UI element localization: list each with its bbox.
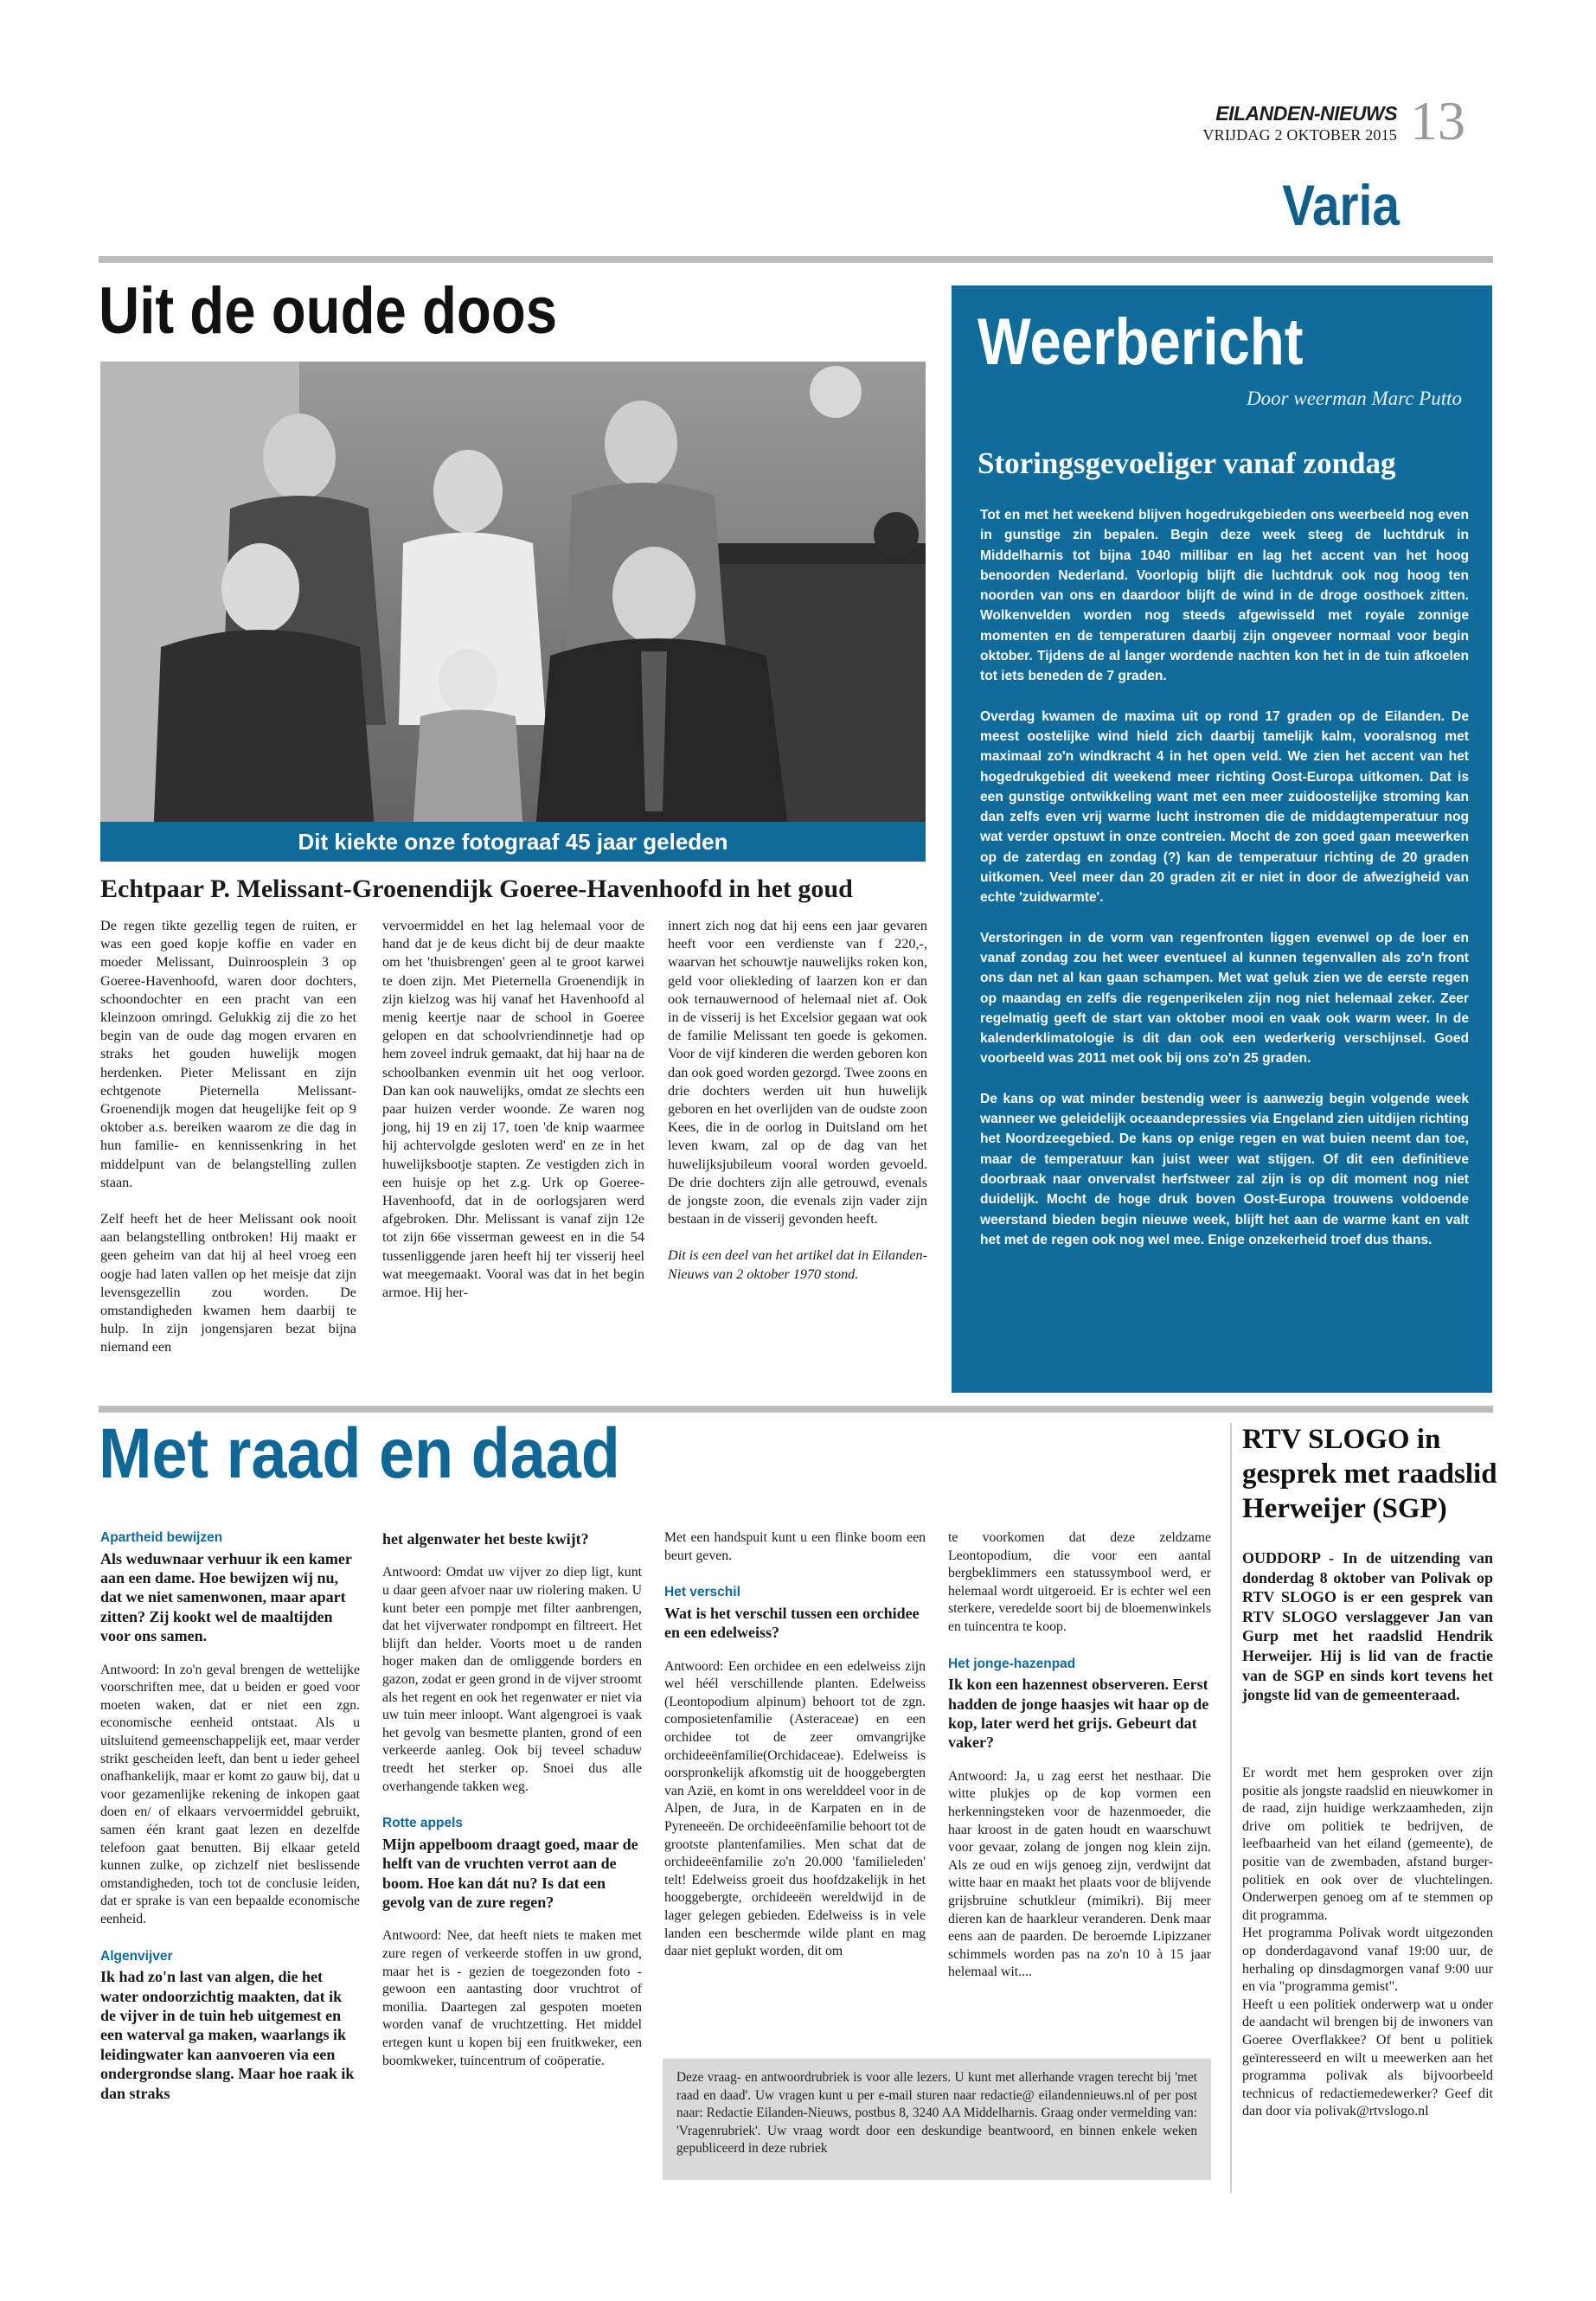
article-headline: Echtpaar P. Melissant-Groenendijk Goeree-Havenhoofd in het goud [100, 875, 853, 903]
article-column-3 [668, 917, 927, 1284]
article-paragraph: De regen tikte gezellig tegen de ruiten, er was een goed kopje koffie en vader en moeder Melissant, Duinroosplein 3 op Goeree-Havenhoofd, waren door dochters, schoondochter en een pracht van een kleinzoon omringd. Gelukkig zij die zo het begin van de oude dag mogen ervaren en straks het gouden huwelijk mogen herdenken. Pieter Melissant en zijn echtgenote Pieternella Melissant-Groenendijk mogen dat heugelijke feit op 9 oktober a.s. bereiken waarom ze die dag in hun familie- en kennissenkring in het middelpunt van de belangstelling zullen staan. [100, 918, 356, 1190]
qa-topic-label: Rotte appels [382, 1816, 464, 1831]
qa-answer-continued: te voorkomen dat deze zeldzame Leontopodium, die voor een aantal bergbeklimmers een statussymbool werd, er helemaal wordt uitgeroeid. Er is echter wel een sterkere, veredelde soort bij de bloemenwinkels en tuincentra te koop. [948, 1530, 1211, 1634]
qa-question: Ik had zo'n last van algen, die het water ondoorzichtig maakten, dat ik de vijver in de tuin heb uitgemest en een waterval ga maken, waarlangs ik leidingwater kan aanvoeren via een ondergrondse slang. Maar hoe raak ik dan straks [100, 1968, 355, 2102]
weather-paragraph: Tot en met het weekend blijven hogedrukgebieden ons weerbeeld nog even in gunstige zin bepalen. Begin deze week steeg de luchtdruk in Middelharnis tot bijna 1040 millibar en lag het accent van het hoog benoorden Nederland. Voorlopig blijft die luchtdruk ook nog hoog ten noorden van ons en daardoor blijft de wind in de droge oosthoek zitten. Wolkenvelden worden nog steeds afgewisseld met royale zonnige momenten en de temperaturen daarbij zijn ongeveer normaal voor begin oktober. Tijdens de al langer wordende nachten kon het in de tuin afkoelen tot iets beneden de 7 graden. [980, 508, 1469, 684]
article-paragraph: innert zich nog dat hij eens een jaar gevaren heeft voor een verdienste van f 220,-, waarvan het schouwtje nauwelijks roken kon, geld voor oliekleding of laarzen kon er dan ook ternauwernood of helemaal niet af. Ook in de visserij is het Excelsior gegaan wat ook de familie Melissant ten goede is gekomen. Voor de vijf kinderen die werden geboren kon dan ook goed worden gezorgd. Twee zoons en drie dochters werden uit hun huwelijk geboren en het overlijden van de oudste zoon Kees, die in de oorlog in Duitsland om het leven kwam, zal op de dag van het huwelijksjubileum vooral worden gevoeld. De drie dochters zijn alle getrouwd, evenals de jongste zoon, die evenals zijn vader zijn bestaan in de visserij gevonden heeft. [668, 918, 927, 1227]
qa-answer: Antwoord: Een orchidee en een edelweiss zijn wel héél verschillende planten. Edelweiss (Leontopodium alpinum) behoort tot de zgn. composietenfamilie (Asteraceae) en een orchidee tot de zeer omvangrijke orchideeënfamilie(Orchidaceae). Edelweiss is oorspronkelijk afkomstig uit de hooggebergten van Azië, en komt in ons werelddeel voor in de Alpen, de Jura, in de Karpaten en in de Pyreneeën. De orchideeënfamilie behoort tot de grootste plantenfamilies. Men schat dat de orchideeënfamilie zo'n 20.000 'familieleden' telt! Edelweiss groeit dus hoofdzakelijk in het hooggebergte, orchideeën wereldwijd in de lager gelegen gebieden. Edelweiss is in vele landen een beschermde wilde plant en mag daar niet geplukt worden, dit om [664, 1658, 926, 1959]
article-column-1 [100, 917, 356, 1357]
raad-title: Met raad en daad [99, 1414, 620, 1493]
rtv-body [1242, 1765, 1493, 2121]
column-divider [1230, 1423, 1232, 2193]
article-paragraph: Zelf heeft het de heer Melissant ook nooit aan belangstelling ontbroken! Hij maakt er geen geheim van dat hij al heel vroeg een oogje had laten vallen op het meisje dat zijn levensgezellin zou worden. De omstandigheden kwamen hem daarbij te hulp. In zijn jongensjaren bezat bijna niemand een [100, 1211, 356, 1356]
newspaper-logo: EILANDEN-NIEUWS [1215, 102, 1397, 125]
qa-column-4 [948, 1529, 1211, 2001]
middle-divider [99, 1406, 1493, 1413]
weather-body [980, 505, 1469, 1270]
rtv-headline: RTV SLOGO in gesprek met raadslid Herweijer (SGP) [1242, 1424, 1497, 1524]
submission-info-box: Deze vraag- en antwoordrubriek is voor alle lezers. U kunt met allerhande vragen terecht bij 'met raad en daad'. Uw vragen kunt u per e-mail sturen naar redactie@ eilandennieuws.nl of per post naar: Redactie Eilanden-Nieuws, postbus 8, 3240 AA Middelharnis. Graag onder vermelding van: 'Vragenrubriek'. Uw vraag wordt door een deskundige beantwoord, en binnen enkele weken gepubliceerd in deze rubriek [663, 2059, 1211, 2180]
rtv-paragraph: Er wordt met hem gesproken over zijn positie als jongste raadslid en nieuwkomer in de raad, zijn huidige werkzaamheden, zijn drive om politiek te bedrijven, de leefbaarheid van het eiland (gemeente), de positie van de zwembaden, afstand burger-politiek en ook over de vluchtelingen. Onderwerpen genoeg om af te stemmen op dit programma. [1242, 1766, 1493, 1923]
article-footnote: Dit is een deel van het artikel dat in Eilanden-Nieuws van 2 oktober 1970 stond. [668, 1247, 927, 1282]
qa-question: Mijn appelboom draagt goed, maar de helft van de vruchten verrot aan de boom. Hoe kan dát nu? Is dat een gevolg van de zure regen? [382, 1835, 638, 1911]
qa-topic-label: Het jonge-hazenpad [948, 1656, 1076, 1671]
weather-subtitle: Storingsgevoeliger vanaf zondag [977, 446, 1396, 480]
weather-paragraph: Overdag kwamen de maxima uit op rond 17 graden op de Eilanden. De meest oostelijke wind hield zich daarbij tamelijk kalm, vooralsnog met maximaal zo'n windkracht 4 in het open veld. We zien het accent van het hogedrukgebied dit weekend meer richting Oost-Europa uitkomen. Dat is een gunstige ontwikkeling want met een meer zuidoostelijke stroming kan dan zelfs even vrij warme lucht instromen die de middagtemperatuur nog wat verder opstuwt in onze contreien. Mocht de zon goed gaan meewerken op de zaterdag en zondag (?) kan de temperatuur richting de 20 graden uitkomen. Veel meer dan 20 graden zit er niet in door de afwezigheid van echte 'zuidwarmte'. [980, 708, 1469, 906]
rtv-paragraph: Het programma Polivak wordt uitgezonden op donderdagavond vanaf 19:00 uur, de herhaling op dinsdagmorgen vanaf 9:00 uur en via "programma gemist". [1242, 1926, 1493, 1995]
qa-answer: Antwoord: Ja, u zag eerst het nesthaar. Die witte plukjes op de kop vormen een herkenningsteken voor de hazenmoeder, die haar kroost in de gaten houdt en waarschuwt voor gevaar, zolang de jongen nog klein zijn. Als ze oud en wijs genoeg zijn, verdwijnt dat witte haar en maakt het plaats voor de blijvende grijsbruine schutkleur (mimikri). Bij meer dieren kan de haarkleur veranderen. Denk maar eens aan de paarden. De beroemde Lipizzaner schimmels worden pas na zo'n 10 à 15 jaar helemaal wit.... [948, 1768, 1211, 1980]
photo-caption: Dit kiekte onze fotograaf 45 jaar geleden [100, 822, 926, 862]
section-title: Varia [1282, 173, 1400, 237]
qa-column-1 [100, 1529, 360, 2118]
qa-question: Als weduwnaar verhuur ik een kamer aan een dame. Hoe bewijzen wij nu, dat we niet samenwonen, maar apart zitten? Zij kookt wel de maaltijden voor ons samen. [100, 1549, 352, 1645]
qa-question: Ik kon een hazennest observeren. Eerst hadden de jonge haasjes wit haar op de kop, later werd het grijs. Gebeurt dat vaker? [948, 1676, 1209, 1752]
qa-topic-label: Apartheid bewijzen [100, 1530, 223, 1545]
rtv-lead: OUDDORP - In de uitzending van donderdag 8 oktober van Polivak op RTV SLOGO is er een gesprek van RTV SLOGO verslaggever Jan van Gurp met het raadslid Hendrik Herweijer. Hij is lid van de fractie van de SGP en sinds kort tevens het jongste lid van de gemeenteraad. [1242, 1549, 1493, 1704]
weather-byline: Door weerman Marc Putto [1247, 388, 1462, 409]
qa-question: Wat is het verschil tussen een orchidee en een edelweiss? [664, 1604, 920, 1642]
page-number: 13 [1410, 90, 1465, 151]
article-paragraph: vervoermiddel en het lag helemaal voor de hand dat je de keus dicht bij de deur maakte om het 'thuisbrengen' geen al te groot karwei te doen zijn. Met Pieternella Groenendijk in zijn kielzog was hij vanaf het Havenhoofd al menig keertje naar de school in Goeree gelopen en dat schoolvriendinnetje had op hem zoveel indruk gemaakt, dat hij haar na de schoolbanken evenmin uit het oog verloor. Dan kan ook nauwelijks, omdat ze slechts een paar huizen verder woonde. Ze waren nog jong, hij 19 en zij 17, toen 'de knip waarmee hij achtervolgde gesloten werd' en ze in het huwelijksbootje stapten. Ze vestigden zich in een huisje op het z.g. Urk op Goeree-Havenhoofd, dat in de oorlogsjaren werd afgebroken. Dhr. Melissant is vanaf zijn 12e tot zijn 66e visserman geweest en in die 54 tussenliggende jaren heeft hij ter visserij heel wat meegemaakt. Vooral was dat in het begin armoe. Hij her- [382, 918, 644, 1301]
weather-title: Weerbericht [977, 305, 1304, 379]
qa-question-continued: het algenwater het beste kwijt? [382, 1530, 589, 1548]
weather-paragraph: Verstoringen in de vorm van regenfronten liggen evenwel op de loer en vanaf zondag zou het weer eventueel al kunnen tegenvallen als zo'n front ons dan net al kan gaan schampen. Met wat geluk zien we de eerste regen op maandag en zelfs die regenperikelen zijn nog niet helemaal zeker. Zeer regelmatig geeft de start van oktober mooi en vaak ook warm weer. In de kalenderklimatologie is dit dan ook een wederkerig verschijnsel. Goed voorbeeld was 2011 met ook bij ons zo'n 25 graden. [980, 930, 1469, 1067]
qa-answer: Antwoord: Nee, dat heeft niets te maken met zure regen of verkeerde stoffen in uw grond, maar het is - gezien de toegezonden foto - gewoon een aantasting door vruchtrot of monilia. Daartegen zal gespoten moeten worden vanaf de vruchtzetting. Het middel ertegen kunt u kopen bij een fruitkweker, een boomkweker, tuincentrum of coöperatie. [382, 1928, 642, 2068]
qa-answer-continued: Met een handspuit kunt u een flinke boom een beurt geven. [664, 1530, 926, 1563]
qa-column-3 [664, 1529, 926, 1980]
qa-topic-label: Het verschil [664, 1585, 740, 1600]
qa-column-2 [382, 1529, 642, 2089]
qa-answer: Antwoord: Omdat uw vijver zo diep ligt, kunt u daar geen afvoer naar uw riolering maken. U kunt beter een pompje met filter aanbrengen, dat het vijverwater rondpompt en filtreert. Het blijft dan helder. Voorts moet u de randen hoger maken dan de omliggende borders en gazon, zodat er geen grond in de vijver stroomt als het regent en ook het regenwater er niet via uw tuin meer inloopt. Want algengroei is vaak het gevolg van besmette planten, grond of een verkeerde aanleg. Ook bij teveel schaduw treedt het sterker op. Snoei dus alle overhangende takken weg. [382, 1565, 642, 1794]
qa-topic-label: Algenvijver [100, 1948, 173, 1964]
qa-answer: Antwoord: In zo'n geval brengen de wettelijke voorschriften mee, dat u beiden er goed voor moeten waken, dat er niet een zgn. economische eenheid ontstaat. Als u uitsluitend gemeenschappelijk eet, maar verder strikt gescheiden leeft, dan bent u ieder geheel onafhankelijk, maar er komt zo gauw bij, dat u voor gezamenlijke rekening de inkopen gaat doen en/ of elkaars vervoermiddel gebruikt, samen één krant gaat lezen en dezelfde telefoon gaat benutten. Bij elkaar geteld kunnen zulke, op zichzelf niet beslissende omstandigheden, toch tot de conclusie leiden, dat er sprake is van een bepaalde economische eenheid. [100, 1662, 360, 1926]
archive-photo [100, 362, 926, 862]
photo-illustration [100, 362, 926, 862]
weather-paragraph: De kans op wat minder bestendig weer is aanwezig begin volgende week wanneer we geleidelijk oceaandepressies via Engeland zien uitdijen richting het Noordzeegebied. De kans op enige regen en wat buien neemt dan toe, maar de temperatuur kan juist weer wat stijgen. Of dit een definitieve doorbraak naar onvervalst herfstweer zal zijn is op dit moment nog niet duidelijk. Mocht de hoge druk boven Oost-Europa trouwens voldoende weerstand bieden begin nieuwe week, blijft het aan de warme kant en valt het met de regen ook nog wel mee. Enige onzekerheid troef dus thans. [980, 1091, 1469, 1247]
oude-doos-title: Uit de oude doos [99, 274, 558, 348]
rtv-paragraph: Heeft u een politiek onderwerp wat u onder de aandacht wil brengen bij de inwoners van Goeree Overflakkee? Of bent u politiek geïnteresseerd en wilt u meewerken aan het programma polivak als bijvoorbeeld technicus of redactiemedewerker? Geef dit dan door via polivak@rtvslogo.nl [1242, 1997, 1493, 2119]
issue-date: VRIJDAG 2 OKTOBER 2015 [1202, 126, 1397, 144]
article-column-2 [382, 917, 644, 1302]
top-divider [99, 256, 1493, 263]
